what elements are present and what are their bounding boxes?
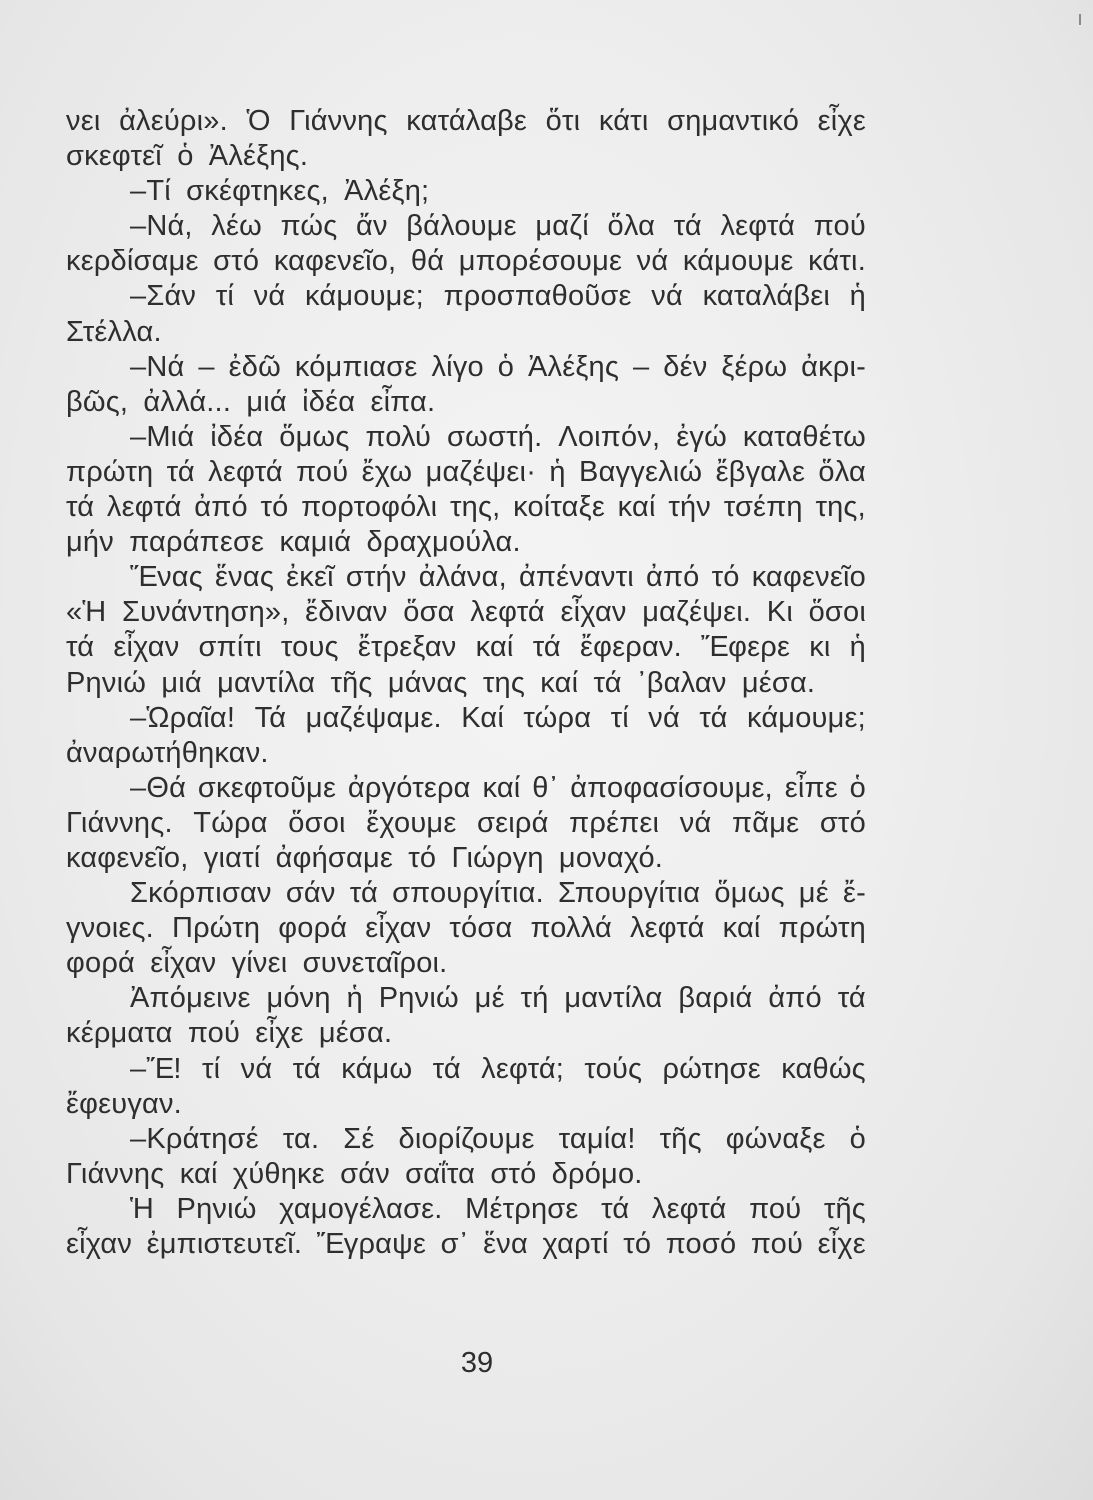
word: Ἡ bbox=[130, 1192, 154, 1225]
word: σπίτι bbox=[198, 631, 262, 664]
word: κάμουμε; bbox=[305, 280, 424, 313]
word: τούς bbox=[584, 1052, 643, 1085]
word: ἀκρι- bbox=[801, 350, 866, 383]
word: στό bbox=[819, 806, 866, 839]
word: χαρτί bbox=[542, 1228, 609, 1260]
word: ἀπό bbox=[768, 982, 822, 1015]
word: ὅλα bbox=[818, 455, 866, 488]
word: ἔ- bbox=[842, 877, 866, 910]
word: λέω bbox=[211, 210, 262, 243]
word: νά bbox=[648, 701, 680, 734]
text-line: καφενεῖο, γιατί ἀφήσαμε τό Γιώργη μοναχό. bbox=[66, 841, 664, 874]
word: στό bbox=[213, 245, 260, 278]
word: κάμω bbox=[341, 1052, 413, 1085]
word: Λοιπόν, bbox=[558, 420, 661, 453]
word: πορτοφόλι bbox=[301, 491, 438, 524]
text-line bbox=[66, 1122, 866, 1157]
word: ἀπό bbox=[646, 561, 700, 594]
word: κερδίσαμε bbox=[66, 245, 199, 278]
word: Σέ bbox=[343, 1122, 375, 1155]
word: τή bbox=[520, 982, 549, 1015]
text-line bbox=[66, 981, 866, 1016]
word: καφενεῖο bbox=[751, 561, 866, 594]
word: τώρα bbox=[523, 701, 592, 734]
word: πού bbox=[813, 210, 866, 243]
word: σειρά bbox=[477, 806, 549, 839]
word: ἕνας bbox=[215, 561, 275, 594]
word: σημαντικό bbox=[667, 105, 800, 137]
text-line bbox=[66, 876, 866, 911]
word: καφενεῖο, bbox=[273, 245, 397, 278]
word: πού bbox=[296, 455, 349, 488]
word: τα. bbox=[282, 1122, 320, 1155]
text-line bbox=[66, 104, 866, 139]
word: τά bbox=[66, 631, 95, 664]
word: Τώρα bbox=[193, 806, 268, 839]
text-line bbox=[66, 350, 866, 385]
word: Συνάντηση», bbox=[121, 596, 290, 629]
word: βαριά bbox=[678, 982, 753, 1015]
word: θά bbox=[410, 245, 445, 278]
word: τί bbox=[215, 280, 235, 313]
word: ὁ bbox=[497, 350, 515, 383]
word: ὅμως bbox=[714, 877, 785, 910]
word: τά bbox=[837, 982, 866, 1015]
word: ἔτρεξαν bbox=[357, 631, 457, 664]
text-line bbox=[66, 1227, 866, 1262]
word: ἔχουμε bbox=[366, 806, 457, 839]
word: σπουργίτια. bbox=[392, 877, 544, 910]
word: ἡ bbox=[849, 280, 866, 313]
word: –Ὡραῖα! bbox=[130, 701, 236, 734]
word: ἔχω bbox=[361, 455, 413, 488]
word: Μέτρησε bbox=[465, 1192, 579, 1225]
word: νά bbox=[636, 245, 669, 278]
word: καθώς bbox=[781, 1052, 866, 1085]
word: ἄν bbox=[355, 210, 388, 243]
word: τό bbox=[623, 1228, 652, 1260]
word: λεφτά bbox=[720, 210, 796, 243]
word: φορά bbox=[278, 912, 348, 945]
word: Ὁ bbox=[246, 105, 271, 137]
text-line bbox=[66, 209, 866, 244]
word: ρώτησε bbox=[662, 1052, 761, 1085]
word: καί bbox=[722, 912, 761, 945]
word: πρώτη bbox=[66, 455, 154, 488]
word: –Κράτησέ bbox=[130, 1122, 259, 1155]
word: ἡ bbox=[849, 631, 866, 664]
word: – bbox=[198, 350, 215, 383]
word: ὁ bbox=[849, 771, 866, 804]
word: λεφτά bbox=[651, 1192, 727, 1225]
text-line: ἀναρωτήθηκαν. bbox=[66, 736, 269, 769]
word: τά bbox=[292, 1052, 321, 1085]
word: κάμουμε bbox=[682, 245, 794, 278]
word: – bbox=[632, 350, 650, 383]
word: δέν bbox=[663, 350, 708, 383]
word: εἶπε bbox=[784, 771, 838, 804]
word: –Ἔ! bbox=[130, 1052, 182, 1085]
word: ποσό bbox=[665, 1228, 737, 1260]
word: ὅμως bbox=[279, 420, 350, 453]
text-line bbox=[66, 560, 866, 595]
word: πολύ bbox=[365, 420, 432, 453]
word: Κι bbox=[766, 596, 793, 629]
word: «Ἡ bbox=[66, 596, 107, 629]
word: ἀλάνα, bbox=[418, 561, 507, 594]
word: ὅτι bbox=[545, 105, 581, 137]
word: λεφτά bbox=[470, 596, 545, 629]
word: τά bbox=[66, 491, 95, 524]
text-line bbox=[66, 244, 866, 279]
word: νά bbox=[253, 280, 286, 313]
word: τά bbox=[699, 701, 728, 734]
word: πού bbox=[749, 1192, 802, 1225]
word: λεφτά bbox=[208, 455, 283, 488]
word: της, bbox=[815, 491, 866, 524]
word: τί bbox=[610, 701, 629, 734]
word: Ἀλέξης bbox=[528, 350, 620, 383]
word: καί bbox=[482, 771, 521, 804]
word: κι bbox=[809, 631, 831, 664]
text-line bbox=[66, 1052, 866, 1087]
word: ἔφεραν. bbox=[580, 631, 682, 664]
word: διορίζουμε bbox=[398, 1122, 535, 1155]
word: προσπαθοῦσε bbox=[443, 280, 632, 313]
text-line bbox=[66, 806, 866, 841]
word: ὁ bbox=[849, 1122, 866, 1155]
word: τόσα bbox=[449, 912, 513, 945]
word: ξέρω bbox=[721, 350, 788, 383]
word: εἶχαν bbox=[560, 596, 627, 629]
word: καταλάβει bbox=[702, 280, 830, 313]
word: ὅσα bbox=[403, 596, 455, 629]
text-line bbox=[66, 490, 866, 525]
word: καταθέτω bbox=[742, 420, 866, 453]
word: λίγο bbox=[431, 350, 484, 383]
word: χαμογέλασε. bbox=[279, 1192, 443, 1225]
word: μαζέψει. bbox=[642, 596, 752, 629]
word: –Νά bbox=[130, 350, 185, 383]
word: Ἕνας bbox=[130, 561, 203, 594]
word: ἐδῶ bbox=[228, 350, 281, 383]
word: τά bbox=[673, 210, 702, 243]
word: τσέπη bbox=[723, 491, 803, 524]
text-line bbox=[66, 420, 866, 455]
word: λεφτά; bbox=[481, 1052, 565, 1085]
word: Σπουργίτια bbox=[558, 877, 701, 910]
word: σκεφτοῦμε bbox=[197, 771, 337, 804]
word: κάτι bbox=[598, 105, 649, 137]
word: –Θά bbox=[130, 771, 187, 804]
word: πρώτη bbox=[778, 912, 866, 945]
word: ἡ bbox=[346, 982, 363, 1015]
word: εἶχαν bbox=[365, 912, 432, 945]
word: κάτι. bbox=[808, 245, 866, 278]
word: μόνη bbox=[266, 982, 331, 1015]
word: Ἔφερε bbox=[701, 631, 791, 664]
text-line bbox=[66, 595, 866, 630]
word: θ᾿ bbox=[532, 771, 559, 804]
word: σ᾿ bbox=[440, 1228, 469, 1260]
text-line: φορά εἶχαν γίνει συνεταῖροι. bbox=[66, 947, 448, 980]
word: ἕνα bbox=[483, 1228, 528, 1260]
word: της, bbox=[449, 491, 501, 524]
word: Ρηνιώ bbox=[176, 1192, 257, 1225]
word: πολλά bbox=[530, 912, 612, 945]
text-line bbox=[66, 455, 866, 490]
text-line: Γιάννης καί χύθηκε σάν σαΐτα στό δρόμο. bbox=[66, 1157, 643, 1190]
word: κατάλαβε bbox=[406, 105, 528, 137]
word: εἶχε bbox=[817, 105, 866, 137]
text-line bbox=[66, 771, 866, 806]
word: κοίταξε bbox=[513, 491, 605, 524]
word: πού bbox=[750, 1228, 804, 1260]
word: τά bbox=[432, 1052, 461, 1085]
word: ἀπό bbox=[194, 491, 248, 524]
scan-mark bbox=[1079, 14, 1081, 25]
word: νει bbox=[66, 105, 101, 137]
word: σάν bbox=[285, 877, 336, 910]
word: νά bbox=[240, 1052, 273, 1085]
word: πώς bbox=[280, 210, 338, 243]
word: Βαγγελιώ bbox=[579, 455, 703, 488]
word: τῆς bbox=[823, 1192, 866, 1225]
text-line: –Τί σκέφτηκες, Ἀλέξη; bbox=[130, 175, 430, 208]
word: Γιάννης. bbox=[66, 806, 173, 839]
word: λεφτά bbox=[106, 491, 182, 524]
word: τά bbox=[532, 631, 561, 664]
word: Ἔγραψε bbox=[316, 1228, 427, 1260]
word: νά bbox=[651, 280, 683, 313]
word: φώναξε bbox=[725, 1122, 826, 1155]
word: –Νά, bbox=[130, 210, 193, 243]
text-line: σκεφτεῖ ὁ Ἀλέξης. bbox=[66, 140, 309, 173]
word: ἡ bbox=[549, 455, 566, 488]
word: γνοιες. bbox=[66, 912, 154, 945]
word: Καί bbox=[461, 701, 505, 734]
word: ταμία! bbox=[558, 1122, 636, 1155]
word: πᾶμε bbox=[732, 806, 800, 839]
page-number: 39 bbox=[460, 1347, 494, 1379]
word: εἶχαν bbox=[113, 631, 180, 664]
word: ἀργότερα bbox=[347, 771, 471, 804]
word: κάμουμε; bbox=[747, 701, 866, 734]
word: τήν bbox=[668, 491, 712, 524]
text-line bbox=[66, 630, 866, 665]
word: στήν bbox=[345, 561, 407, 594]
word: ὅλα bbox=[607, 210, 656, 243]
word: μαζέψει· bbox=[425, 455, 537, 488]
word: σωστή. bbox=[447, 420, 543, 453]
body-text bbox=[66, 104, 866, 1262]
word: ἐκεῖ bbox=[286, 561, 334, 594]
word: καί bbox=[475, 631, 514, 664]
word: ἔδιναν bbox=[305, 596, 388, 629]
text-line: μήν παράπεσε καμιά δραχμούλα. bbox=[66, 526, 521, 559]
word: τους bbox=[280, 631, 339, 664]
text-line: Ρηνιώ μιά μαντίλα τῆς μάνας της καί τά ᾿βαλαν μέσα. bbox=[66, 666, 816, 699]
word: μαζί bbox=[535, 210, 589, 243]
word: Ἀπόμεινε bbox=[130, 982, 251, 1015]
word: ἰδέα bbox=[210, 420, 264, 453]
text-line: ἔφευγαν. bbox=[66, 1087, 182, 1120]
word: Πρώτη bbox=[171, 912, 261, 945]
word: Σκόρπισαν bbox=[130, 877, 272, 910]
word: Τά bbox=[254, 701, 287, 734]
word: πρέπει bbox=[569, 806, 660, 839]
word: τό bbox=[260, 491, 289, 524]
text-line bbox=[66, 279, 866, 314]
word: –Μιά bbox=[130, 420, 195, 453]
text-line: βῶς, ἀλλά... μιά ἰδέα εἶπα. bbox=[66, 385, 436, 418]
word: τό bbox=[711, 561, 740, 594]
word: μαντίλα bbox=[564, 982, 663, 1015]
word: Γιάννης bbox=[289, 105, 388, 137]
word: μέ bbox=[798, 877, 829, 910]
word: ἀποφασίσουμε, bbox=[570, 771, 773, 804]
word: λεφτά bbox=[629, 912, 705, 945]
word: ἀπέναντι bbox=[518, 561, 634, 594]
word: εἶχαν bbox=[66, 1228, 133, 1260]
word: τί bbox=[202, 1052, 221, 1085]
word: νά bbox=[679, 806, 712, 839]
word: τά bbox=[349, 877, 378, 910]
text-line: κέρματα πού εἶχε μέσα. bbox=[66, 1017, 393, 1050]
word: –Σάν bbox=[130, 280, 197, 313]
text-line bbox=[66, 1192, 866, 1227]
text-line: Στέλλα. bbox=[66, 315, 162, 348]
word: Ρηνιώ bbox=[378, 982, 459, 1015]
word: μέ bbox=[474, 982, 505, 1015]
word: βάλουμε bbox=[406, 210, 517, 243]
word: ἐμπιστευτεῖ. bbox=[146, 1228, 303, 1260]
word: τῆς bbox=[659, 1122, 702, 1155]
word: μπορέσουμε bbox=[458, 245, 623, 278]
word: ἐγώ bbox=[676, 420, 727, 453]
word: ἔβγαλε bbox=[715, 455, 806, 488]
text-line bbox=[66, 701, 866, 736]
word: ὅσοι bbox=[808, 596, 866, 629]
word: εἶχε bbox=[817, 1228, 866, 1260]
word: ὅσοι bbox=[288, 806, 346, 839]
text-line bbox=[66, 911, 866, 946]
word: μαζέψαμε. bbox=[305, 701, 442, 734]
word: κόμπιασε bbox=[294, 350, 418, 383]
word: τά bbox=[166, 455, 195, 488]
word: καί bbox=[617, 491, 656, 524]
word: ἀλεύρι». bbox=[119, 105, 228, 137]
word: τά bbox=[601, 1192, 630, 1225]
